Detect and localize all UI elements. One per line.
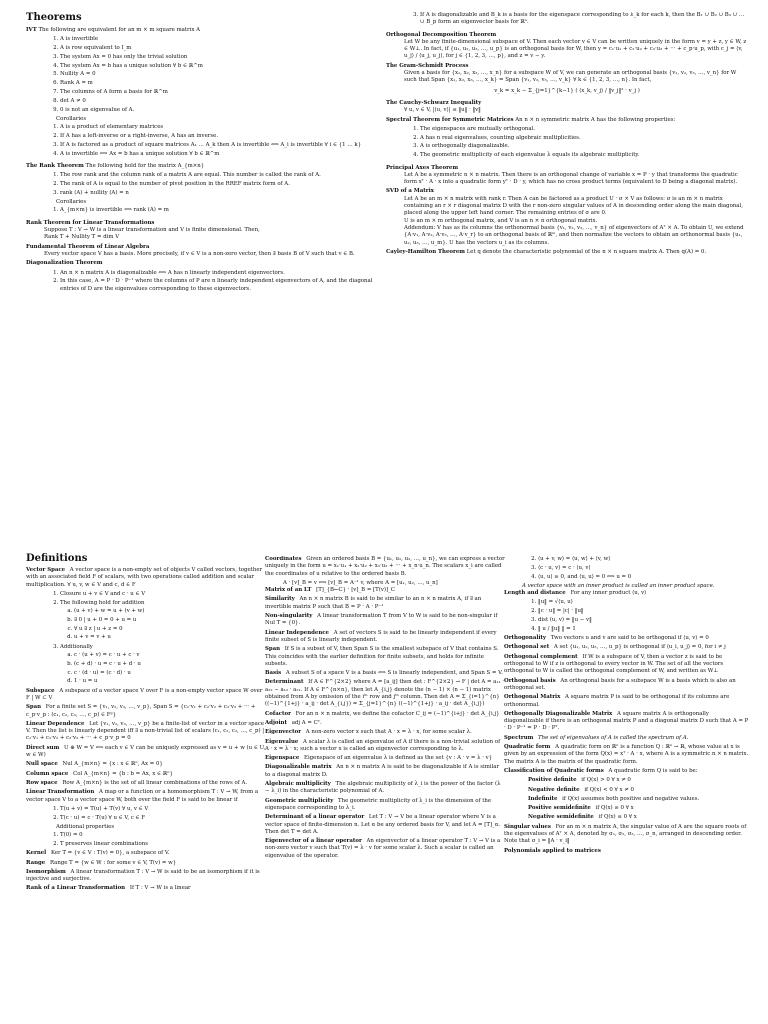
def-label: Length and distance [504, 590, 566, 597]
def-text: A set of vectors S is said to be linearly independent if every finite subset of S is linearly independent. [265, 629, 497, 643]
def-direct-sum [26, 745, 266, 760]
def-label: Non-singularity [265, 613, 313, 620]
diag-list-continued [386, 12, 748, 27]
def-label: Eigenvector [265, 729, 302, 736]
cs-block [386, 100, 748, 115]
def-basis [265, 670, 505, 677]
list-item: 1. ‖u‖ = √⟨u, u⟩ [538, 599, 750, 606]
def-non-singularity [265, 613, 505, 628]
definitions-column-2 [265, 556, 505, 1024]
list-item-text: if Q(x) > 0 ∀ x ≠ 0 [581, 777, 631, 784]
def-row-space [26, 780, 266, 787]
def-linear-dependence [26, 721, 266, 743]
def-text: An n × n matrix A is said to be diagonalizable if A is similar to a diagonal matrix D. [265, 764, 500, 778]
rank-lt-text1: Suppose T : V → W is a linear transformation and V is finite dimensional. Then, [44, 227, 260, 234]
def-label: Orthogonal complement [504, 653, 578, 660]
pat-text: Let A be a symmetric n × n matrix. Then there is an orthogonal change of variable x = P · y that transforms the quadratic form xᵀ · A · x into a quadratic form yᵀ · D · y, which has no cross product terms (equivalent to D being a diagonal matrix). [404, 171, 738, 186]
def-label: Orthogonally Diagonalizable Matrix [504, 710, 613, 717]
list-item: 4. ⟨u, u⟩ ≥ 0, and ⟨u, u⟩ = 0 ⟺ u = 0 [538, 574, 750, 581]
sts-block [386, 117, 748, 124]
list-item: 2. ⟨u + v, w⟩ = ⟨u, w⟩ + ⟨v, w⟩ [538, 556, 750, 563]
def-linear-independence [265, 630, 505, 645]
ch-text: Let q denote the characteristic polynomial of the n × n square matrix A. Then q(A) = 0. [466, 248, 707, 255]
list-item-label: Positive semidefinite [528, 805, 591, 812]
lt-list [26, 806, 266, 822]
list-item: b. ∃ 0 | u + 0 = 0 + u = u [74, 617, 266, 624]
def-eigenspace [265, 755, 505, 762]
def-label: Classification of Quadratic forms [504, 767, 604, 774]
def-orthogonal-basis [504, 678, 750, 693]
def-orthogonal-matrix [504, 694, 750, 709]
def-orthogonally-diagonalizable [504, 711, 750, 733]
def-text: For an n × n matrix, we define the cofactor C_ij = (−1)^{i+j} · det A_{i,j} [295, 710, 500, 717]
def-label: Rank of a Linear Transformation [26, 885, 126, 892]
gs-text: Given a basis for {x₁, x₂, x₃, …, x_n} for a subspace W of V, we can generate an orthogonal basis {v₁, v₂, v₃, …, v_n} for W such that Span {x₁, x₂, x₃, …, x_k} = Span {v₁, v₂, v₃, …, v_k} ∀ k ∈ {1, 2, 3, …, n}. In fact, [404, 70, 737, 84]
def-label: Polynomials applied to matrices [504, 847, 601, 854]
def-text: Let {v₁, v₂, v₃, …, v_p} be a finite-list of vector in a vector space V. Then the list is linearly dependent iff ∃ a non-trivial list of scalars (c₁, c₂, c₃, …, c_p) | c₁·v₁ + c₂·v₂ + c₃·v₃ + ··· + c_p·v_p = 0 [26, 720, 265, 742]
def-label: Geometric multiplicity [265, 797, 334, 804]
def-text: A quadratic form on ℝⁿ is a function Q : ℝⁿ → ℝ, whose value at x is given by an expression of the form Q(x) = xᵀ · A · x, where A is a symmetric n × n matrix. The matrix A is the matrix of the quadratic form. [504, 744, 749, 765]
def-label: Determinant [265, 679, 304, 686]
def-text: U ⊕ W = V ⟺ each v ∈ V can be uniquely expressed as v = u + w (u ∈ U, w ∈ W) [26, 744, 266, 759]
def-rank-lt [26, 885, 266, 892]
ch-block [386, 249, 748, 256]
def-label: Determinant of a linear operator [265, 814, 365, 821]
odt-label: Orthogonal Decomposition Theorem [386, 31, 497, 38]
lt-additional-label: Additional properties [56, 823, 115, 830]
odt-text: Let W be any finite-dimensional subspace of V. Then each vector v ∈ V can be written uniquely in the form v = y + z, y ∈ W, z ∈ W⊥. In fact, if {u₁, u₂, u₃, …, u_p} is an orthogonal basis for W, then y = c₁·u₁ + c₂·u₂ + c₃·u₃ + ··· + c_p·u_p, with c_j = ⟨v, u_j⟩ / ⟨u_j, u_j⟩, for j ∈ {1, 2, 3, …, p}, and z = v − y. [404, 38, 747, 60]
corollaries-list [26, 124, 388, 158]
def-text: Range T = {w ∈ W : for some v ∈ V, T(v) = w} [49, 859, 177, 866]
def-adjoint [265, 720, 505, 727]
def-text: Let T : V → V be a linear operator where V is a vector space of finite-dimension n. Let α be any ordered basis for V, and let A = [T]_α. Then det T = det A. [265, 814, 501, 835]
def-label: Span [265, 646, 281, 653]
def-label: Orthogonal Matrix [504, 694, 561, 701]
list-item: 8. det A ≠ 0 [60, 98, 388, 105]
def-text: If A ∈ F^{2×2} where A = [a_ij] then det : F^{2×2} → F | det A = a₁₁ · a₂₂ − a₁₂ · a₂₁. If A ∈ F^{n×n}, then let A_{i,j} denote the (n − 1) × (n − 1) matrix obtained from A by omission of the iᵗʰ row and jᵗʰ column. Then det A = Σ_{i=1}^{n} ((−1)^{1+j} · a_ij · det A_{i,j}) = Σ_{j=1}^{n} ((−1)^{1+j} · a_ij · det A_{i,j}) [265, 679, 505, 708]
rank-lt-text2: Rank T + Nullity T = dim V [44, 234, 120, 241]
def-orthogonal-complement [504, 654, 750, 676]
definitions-column-1 [26, 553, 266, 1024]
list-item: 3. dist (u, v) = ‖u − v‖ [538, 617, 750, 624]
def-label: Cofactor [265, 710, 291, 717]
def-polynomials [504, 848, 750, 855]
def-text: If W is a subspace of V, then a vector z is said to be orthogonal to W if z is orthogonal to every vector in W. The set of all the vectors orthogonal to W is called the orthogonal complement of W, and written as W⊥ [504, 653, 724, 675]
rank-lt-label: Rank Theorem for Linear Transformations [26, 219, 155, 226]
rank-theorem-intro: The following hold for the matrix A_{m×n} [85, 162, 205, 169]
def-label: Similarity [265, 596, 295, 603]
vs-list [26, 591, 266, 686]
def-text: A quadratic form Q is said to be: [608, 767, 698, 774]
cs-text: ∀ u, v ∈ V, |⟨u, v⟩| ≤ ‖u‖ · ‖v‖ [404, 107, 481, 114]
def-label: Column space [26, 770, 69, 777]
def-text: adj A = Cᵀ. [291, 719, 322, 726]
list-item [528, 787, 750, 794]
list-item: c. ∀ u ∃ z | u + z = 0 [74, 626, 266, 633]
diag-list [26, 270, 388, 293]
list-item: 1. The eigenspaces are mutually orthogonal. [420, 126, 748, 133]
odt-block [386, 32, 748, 61]
def-label: Isomorphism [26, 868, 66, 875]
cs-label: The Cauchy-Schwarz Inequality [386, 99, 482, 106]
def-text: A vector space is a non-empty set of objects V called vectors, together with an associated field F of scalars, with two operations called addition and scalar multiplication. ∀ u, v, w ∈ V and c, d ∈ F [26, 567, 263, 588]
list-item: 3. The system Ax = 0 has only the trivial solution [60, 54, 388, 61]
list-item: 4. A is invertible ⟺ Ax = b has a unique solution ∀ b ∈ ℝ^m [60, 151, 388, 158]
def-eigenvalue [265, 739, 505, 754]
list-item: a. c · (u + v) = c · u + c · v [74, 652, 266, 659]
list-item: 2. The rank of A is equal to the number of pivot position in the RREF matrix form of A. [60, 181, 388, 188]
pat-label: Principal Axes Theorem [386, 164, 459, 171]
ivt-label: IVT [26, 27, 37, 33]
pat-block [386, 165, 748, 187]
def-text: An eigenvector of a linear operator T : V → V is a non-zero vector v such that T(v) = λ · v for some scalar λ. Such a scalar is called an eigenvalue of the operator. [265, 838, 501, 859]
list-item: 2. If A has a left-inverse or a right-inverse, A has an inverse. [60, 133, 388, 140]
list-item: 3. If A is diagonalizable and B_k is a basis for the eigenspace corresponding to λ_k for each k, then the B₁ ∪ B₂ ∪ B₃ ∪ … ∪ B_p form an eigenvector basis for ℝⁿ. [420, 12, 748, 27]
list-item: 2. T preserves linear combinations [60, 841, 266, 848]
list-item: b. (c + d) · u = c · u + d · u [74, 661, 266, 668]
list-item-text: Additionally [60, 643, 93, 650]
def-label: Eigenvalue [265, 738, 299, 745]
def-label: Coordinates [265, 556, 302, 562]
list-item: 6. Rank A = m [60, 80, 388, 87]
def-text: A square matrix A is orthogonally diagonalizable if there is an orthogonal matrix P and a diagonal matrix D such that A = P · D · P⁻¹ = P · D · Pᵀ. [504, 710, 749, 732]
def-similarity [265, 596, 505, 611]
ivt-intro: The following are equivalent for an m × m square matrix A [38, 27, 201, 33]
def-spectrum [504, 735, 750, 742]
def-text: Row A_{m×n} is the set of all linear combinations of the rows of A. [62, 779, 248, 786]
def-label: Linear Independence [265, 629, 329, 636]
gs-label: The Gram-Schmidt Process [386, 62, 469, 69]
ch-label: Cayley-Hamilton Theorem [386, 248, 465, 255]
def-text: Eigenspace of an eigenvalue λ is defined as the set {v : A · v = λ · v} [304, 755, 493, 762]
def-label: Orthogonal basis [504, 677, 556, 684]
list-item: 1. A is invertible [60, 36, 388, 43]
def-text: [T]_{B←C} · [v]_B = [T(v)]_C [316, 587, 395, 594]
def-text: A scalar λ is called an eigenvalue of A if there is a non-trivial solution of A · x = λ · x; such a vector x is called an eigenvector corresponding to λ. [265, 738, 501, 752]
list-item: 3. rank (A) + nullity (A) = n [60, 190, 388, 197]
vs-add-list [60, 608, 266, 642]
def-column-space [26, 771, 266, 778]
list-item-label: Negative definite [528, 786, 580, 793]
list-item [528, 796, 750, 803]
list-item: 3. If A is factored as a product of square matrices A₁ … A_k then A is invertible ⟺ A_i is invertible ∀ i ∈ {1 … k} [60, 142, 388, 149]
def-eigenvector-operator [265, 838, 505, 860]
def-text: An n × n matrix B is said to be similar to an n × n matrix A, if ∃ an invertible matrix P such that B = P · A · P⁻¹ [265, 596, 482, 610]
inner-product-list [504, 556, 750, 581]
def-label: Span [26, 704, 42, 711]
gs-formula: v_k = x_k − Σ_{j=1}^{k−1} ( ⟨x_k, v_j⟩ / ‖v_j‖² · v_j ) [494, 87, 640, 94]
list-item [528, 805, 750, 812]
def-label: Row space [26, 779, 58, 786]
definitions-title: Definitions [26, 553, 88, 564]
def-text: A linear transformation T : V → W is said to be an isomorphism if it is injective and surjective. [26, 868, 260, 883]
def-label: Singular values [504, 823, 551, 830]
list-item: 1. A_{m×m} is invertible ⟺ rank (A) = m [60, 207, 388, 214]
def-label: Vector Space [26, 567, 66, 573]
def-text: Given an ordered basis B = {u₁, u₂, u₃, …, u_n}, we can express a vector uniquely in the form u = x₁·u₁ + x₂·u₂ + x₃·u₃ + ··· + x_n·u_n. The scalars x_i are called the coordinates of u relative to the ordered basis B. [265, 556, 505, 577]
list-item-text: if Q(x) ≥ 0 ∀ x [595, 805, 634, 812]
rank-theorem-list [26, 172, 388, 197]
list-item: 4. The system Ax = b has a unique solution ∀ b ∈ ℝ^m [60, 63, 388, 70]
def-text: For an m × n matrix A, the singular value of A are the square roots of the eigenvalues of Aᵀ × A, denoted by σ₁, σ₂, σ₃, …, σ_n, arranged in descending order. Note that σ_i = ‖A · v_i‖ [504, 823, 747, 845]
def-text: Nul A_{m×n} = {x : x ∈ ℝⁿ, Ax = 0} [62, 761, 163, 768]
def-eigenvector [265, 729, 505, 736]
rank-corollaries-list [26, 207, 388, 214]
list-item: 1. A is a product of elementary matrices [60, 124, 388, 131]
def-label: Eigenvector of a linear operator [265, 838, 362, 845]
def-determinant-operator [265, 814, 505, 836]
list-item [60, 644, 266, 686]
def-text: If T : V → W is a linear [129, 885, 191, 892]
def-geometric-multiplicity [265, 798, 505, 813]
list-item: 2. A has n real eigenvalues, counting algebraic multiplicities. [420, 135, 748, 142]
rank-theorem-label: The Rank Theorem [26, 162, 84, 169]
list-item: 4. The geometric multiplicity of each eigenvalue λ equals its algebraic multiplicity. [420, 152, 748, 159]
def-linear-transformation [26, 789, 266, 804]
def-determinant [265, 679, 505, 708]
rank-corollaries-label: Corollaries [56, 199, 87, 206]
definitions-column-3 [504, 556, 750, 1024]
def-label: Adjoint [265, 719, 287, 726]
list-item: c. c · (d · u) = (c · d) · u [74, 670, 266, 677]
list-item: 3. ⟨c · u, v⟩ = c · ⟨u, v⟩ [538, 565, 750, 572]
list-item: 4. ‖ u / ‖u‖ ‖ = 1 [538, 626, 750, 633]
def-length-distance [504, 590, 750, 597]
ftla-block [26, 244, 388, 259]
def-text: Ker T = {v ∈ V : T(v) = 0}, a subspace of V. [50, 850, 170, 857]
def-null-space [26, 761, 266, 768]
list-item-label: Negative semidefinite [528, 814, 594, 821]
list-item: 5. Nullity A = 0 [60, 71, 388, 78]
list-item: 3. A is orthogonally diagonalizable. [420, 143, 748, 150]
list-item-label: Positive definite [528, 777, 577, 784]
def-label: Algebraic multiplicity [265, 781, 331, 788]
def-text: The geometric multiplicity of λ_i is the dimension of the eigenspace corresponding to λ_i. [265, 797, 492, 811]
def-cofactor [265, 711, 505, 718]
def-coordinates [265, 556, 505, 578]
diag-block [26, 260, 388, 267]
list-item: 2. ‖c · u‖ = |c| · ‖u‖ [538, 608, 750, 615]
length-list [504, 599, 750, 633]
def-label: Diagonalizable matrix [265, 764, 332, 771]
coord-text2: A · [v]_B = v ⟺ [v]_B = A⁻¹ v, where A = [u₁, u₂, …, u_n] [283, 579, 438, 586]
def-label: Eigenspace [265, 755, 300, 762]
def-orthogonal-set [504, 644, 750, 651]
def-label: Basis [265, 670, 282, 677]
def-text: A linear transformation T from V to W is said to be non-singular if Nul T = {0}. [265, 613, 498, 627]
list-item-text: if Q(x) < 0 ∀ x ≠ 0 [584, 786, 634, 793]
def-label: Null space [26, 761, 58, 768]
def-label: Quadratic form [504, 744, 551, 751]
def-text: The algebraic multiplicity of λ_i is the power of the factor (λ − λ_i) in the characteristic polynomial of A. [265, 781, 501, 795]
def-text: Col A_{m×n} = {b : b = Ax, x ∈ ℝⁿ} [73, 770, 173, 777]
svd-text3: Addendum: V has as its columns the orthonormal basis {v₁, v₂, v₃, …, v_n} of eigenvectors of Aᵀ × A. To obtain U, we extend {A·v₁, A·v₂, A·v₃, …, A·v_r} to an orthogonal basis of ℝᵐ, and then normalize the vectors to obtain an orthonormal basis {u₁, u₂, u₃, …, u_m}. U has the vectors u_i as its columns. [404, 224, 744, 246]
list-item: 1. The row rank and the column rank of a matrix A are equal. This number is called the rank of A. [60, 172, 388, 179]
def-label: Orthogonal set [504, 644, 550, 651]
def-label: Spectrum [504, 734, 534, 741]
theorems-right-column [386, 12, 748, 464]
list-item: 2. T(c · u) = c · T(u) ∀ u ∈ V, c ∈ F [60, 815, 266, 822]
list-item [528, 814, 750, 821]
def-text: A subspace of a vector space V over F is a non-empty vector space W over F | W ⊂ V [26, 687, 263, 701]
def-label: Direct sum [26, 744, 60, 751]
def-label: Range [26, 859, 46, 866]
def-matrix-of-lt [265, 587, 505, 594]
def-text: An orthogonal basis for a subspace W is a basis which is also an orthogonal set. [504, 677, 736, 691]
def-text: Two vectors u and v are said to be orthogonal if ⟨u, v⟩ = 0 [550, 635, 709, 642]
list-item: 1. Closure u + v ∈ V and c · u ∈ V [60, 591, 266, 598]
def-vector-space [26, 567, 266, 589]
def-text: A square matrix P is said to be orthogonal if its columns are orthonormal. [504, 694, 730, 708]
def-span-general [265, 646, 505, 668]
def-text: For a finite set S = {v₁, v₂, v₃, …, v_p}, Span S = {c₁·v₁ + c₂·v₂ + c₃·v₃ + ··· + c_p·v_p : (c₁, c₂, c₃, …, c_p) ∈ Fᵖ} [26, 704, 256, 718]
vs-more-list [60, 652, 266, 686]
ivt-block [26, 27, 388, 34]
ivt-list [26, 36, 388, 114]
def-kernel [26, 850, 266, 857]
def-text: The set of eigenvalues of A is called the spectrum of A. [538, 734, 689, 741]
svd-label: SVD of a Matrix [386, 188, 434, 195]
def-range [26, 860, 266, 867]
list-item: d. u + v = v + u [74, 634, 266, 641]
list-item: 1. T(u + v) = T(u) + T(v) ∀ u, v ∈ V [60, 806, 266, 813]
lt-additional-list [26, 832, 266, 848]
def-label: Subspace [26, 687, 55, 694]
def-diagonalizable [265, 764, 505, 779]
rank-theorem-block [26, 163, 388, 170]
ftla-text: Every vector space V has a basis. More precisely, if v ∈ V is a non-zero vector, then ∃ basis B of V such that v ∈ B. [44, 250, 355, 257]
qf-classification-list [504, 777, 750, 821]
def-label: Orthogonality [504, 635, 547, 642]
def-singular-values [504, 824, 750, 846]
def-label: Linear Dependence [26, 720, 85, 727]
def-quadratic-form [504, 744, 750, 766]
list-item: 1. An n × n matrix A is diagonalizable ⟺ A has n linearly independent eigenvectors. [60, 270, 388, 277]
list-item-label: Indefinite [528, 795, 558, 802]
svd-block [386, 188, 748, 246]
def-classification-qf [504, 768, 750, 775]
theorems-left-column [26, 12, 388, 464]
list-item-text: if Q(x) ≤ 0 ∀ x [598, 814, 637, 821]
list-item-text: The following hold for addition [60, 599, 145, 606]
list-item: 2. In this case, A = P · D · P⁻¹ where the columns of P are n linearly independent eigenvectors of A, and the diagonal entries of D are the eigenvalues corresponding to these eigenvectors. [60, 278, 388, 293]
list-item: d. 1 · u = u [74, 678, 266, 685]
def-text: If S is a subset of V, then Span S is the smallest subspace of V that contains S. This coincides with the earlier definition for finite subsets, and holds for infinite subsets. [265, 646, 499, 667]
def-label: Matrix of an LT [265, 587, 312, 594]
ftla-label: Fundamental Theorem of Linear Algebra [26, 243, 150, 250]
def-label: Kernel [26, 850, 47, 857]
def-text: A subset S of a space V is a basis ⟺ S is linearly independent, and Span S = V. [285, 670, 503, 677]
list-item: 7. The columns of A form a basis for ℝ^m [60, 89, 388, 96]
inner-product-text: A vector space with an inner product is called an inner product space. [522, 582, 715, 589]
svd-text1: Let A be an m × n matrix with rank r. Then A can be factored as a product U · σ × V as follows: σ is an m × n matrix containing an r × r diagonal matrix D with the r non-zero singular values of A in descending order along the main diagonal, placed along the upper left hand corner. The remaining entries of σ are 0. [404, 195, 743, 217]
gs-block [386, 63, 748, 95]
list-item: 9. 0 is not an eigenvalue of A. [60, 107, 388, 114]
list-item [60, 600, 266, 642]
list-item: 2. A is row equivalent to I_m [60, 45, 388, 52]
list-item: 1. T(0) = 0 [60, 832, 266, 839]
def-algebraic-multiplicity [265, 781, 505, 796]
corollaries-label: Corollaries [56, 115, 87, 122]
def-span [26, 704, 266, 719]
rank-lt-block [26, 220, 388, 242]
theorems-title: Theorems [26, 12, 82, 23]
sts-text: An n × n symmetric matrix A has the following properties: [515, 116, 676, 123]
svd-text2: U is an m × m orthogonal matrix, and V is an n × n orthogonal matrix. [404, 217, 598, 224]
list-item: a. (u + v) + w = u + (v + w) [74, 608, 266, 615]
def-subspace [26, 688, 266, 703]
def-text: For any inner product ⟨u, v⟩ [570, 590, 647, 597]
sts-label: Spectral Theorem for Symmetric Matrices [386, 116, 514, 123]
list-item-text: if Q(x) assumes both positive and negative values. [562, 795, 700, 802]
def-text: A map or a function or a homomorphism T : V → W, from a vector space V to a vector space W, both over the field F is said to be linear if [26, 789, 259, 803]
sts-list [386, 126, 748, 160]
def-isomorphism [26, 869, 266, 884]
diag-label: Diagonalization Theorem [26, 260, 103, 267]
def-text: A non-zero vector x such that A · x = λ · x, for some scalar λ. [305, 729, 472, 736]
def-label: Linear Transformation [26, 789, 95, 796]
list-item [528, 777, 750, 784]
def-orthogonality [504, 635, 750, 642]
def-text: A set {u₁, u₂, u₃, …, u_p} is orthogonal if ⟨u_i, u_j⟩ = 0, for i ≠ j [553, 644, 726, 651]
